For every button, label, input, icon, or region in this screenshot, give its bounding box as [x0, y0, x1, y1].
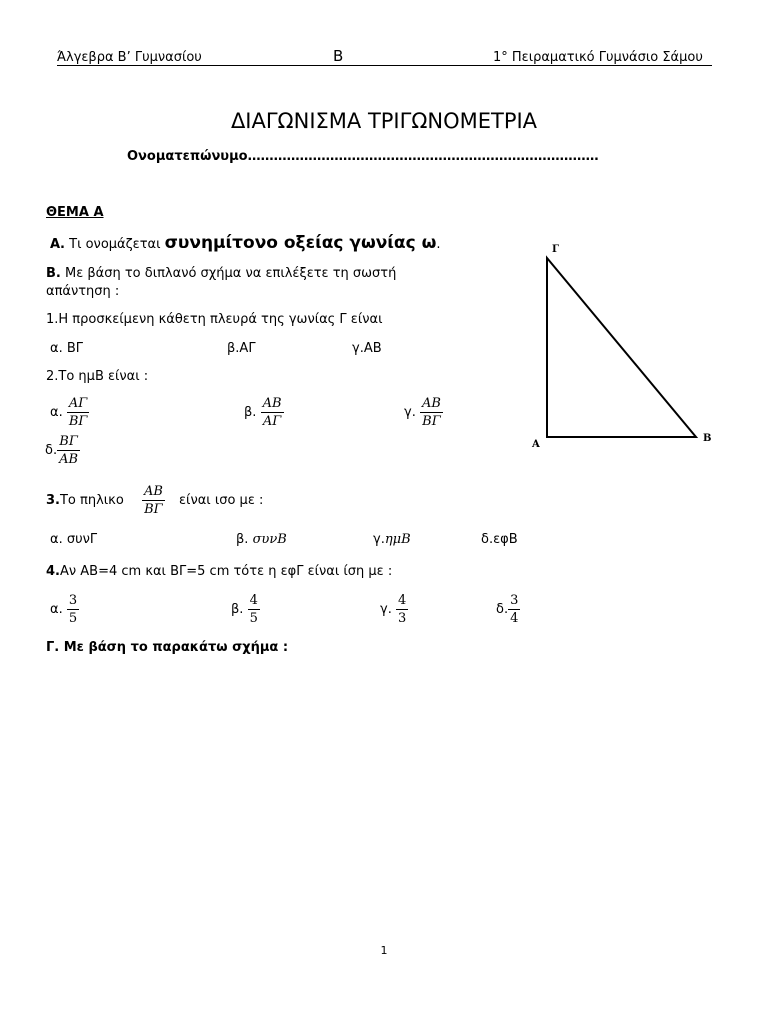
header-school: 1° Πειραματικό Γυμνάσιο Σάμου [493, 50, 703, 65]
q2-option-a-fraction: $\frac{A\Gamma}{B\Gamma}$ [68, 396, 88, 429]
q1-text: 1.Η προσκείμενη κάθετη πλευρά της γωνίας Γ είναι [46, 312, 383, 327]
question-b-text1: Με βάση το διπλανό σχήμα να επιλέξετε τη σωστή [60, 266, 397, 281]
q4-option-d: δ. $\frac{3}{4}$ [496, 593, 519, 626]
vertex-label-beta: Β [703, 433, 712, 444]
q3-option-d: δ.εφΒ [481, 532, 518, 547]
q2-option-b-fraction: $\frac{AB}{A\Gamma}$ [262, 396, 282, 429]
header-grade: Β [333, 47, 344, 65]
question-c: Γ. Με βάση το παρακάτω σχήμα : [46, 640, 289, 655]
question-b-line2: απάντηση : [46, 284, 120, 299]
question-a-label: Α. [50, 237, 65, 252]
q4-option-c: γ. $\frac{4}{3}$ [380, 593, 407, 626]
q3-option-b: β. συνΒ [236, 532, 287, 547]
q1-option-a: α. ΒΓ [50, 341, 83, 356]
q4-text: 4.Αν ΑΒ=4 cm και ΒΓ=5 cm τότε η εφΓ είναι ίση με : [46, 564, 393, 579]
q2-option-c: γ. $\frac{AB}{B\Gamma}$ [404, 396, 441, 429]
q3-text: 3.Το πηλικο $\frac{AB}{B\Gamma}$ είναι ισο με : [46, 484, 264, 517]
q4-option-c-fraction: $\frac{4}{3}$ [397, 593, 407, 626]
q1-option-b: β.ΑΓ [227, 341, 256, 356]
question-b-label: Β. [46, 266, 61, 281]
question-a-end: . [436, 237, 441, 252]
header-subject: Άλγεβρα Β’ Γυμνασίου [57, 50, 202, 65]
q4-option-a-fraction: $\frac{3}{5}$ [68, 593, 78, 626]
q4-option-d-fraction: $\frac{3}{4}$ [510, 593, 519, 626]
header-rule [57, 65, 712, 66]
name-line: Ονοματεπώνυμο……………………………………………………………………… [127, 149, 599, 164]
q4-option-b: β. $\frac{4}{5}$ [231, 593, 258, 626]
page-number: 1 [380, 944, 388, 957]
q4-option-a: α. $\frac{3}{5}$ [50, 593, 78, 626]
q2-option-d-fraction: $\frac{B\Gamma}{AB}$ [59, 434, 79, 467]
q3-option-c: γ.ημΒ [373, 532, 411, 547]
q3-option-a: α. συνΓ [50, 532, 98, 547]
triangle-figure [525, 238, 725, 453]
question-a-text: Τι ονομάζεται [65, 237, 165, 252]
vertex-label-alpha: Α [532, 439, 540, 450]
q1-option-c: γ.ΑΒ [352, 341, 382, 356]
q2-option-a: α. $\frac{A\Gamma}{B\Gamma}$ [50, 396, 88, 429]
page-title: ΔΙΑΓΩΝΙΣΜΑ ΤΡΙΓΩΝΟΜΕΤΡΙΑ [230, 109, 538, 133]
triangle-shape [547, 258, 696, 437]
q2-option-d: δ. $\frac{B\Gamma}{AB}$ [45, 434, 79, 467]
question-a [50, 233, 441, 253]
question-a-emph: συνημίτονο οξείας γωνίας ω [164, 233, 437, 253]
q4-option-b-fraction: $\frac{4}{5}$ [249, 593, 258, 626]
vertex-label-gamma: Γ [552, 244, 560, 255]
q2-option-b: β. $\frac{AB}{A\Gamma}$ [244, 396, 282, 429]
q3-fraction: $\frac{AB}{B\Gamma}$ [143, 484, 163, 517]
section-title: ΘΕΜΑ Α [46, 205, 104, 220]
q2-text: 2.Το ημΒ είναι : [46, 369, 149, 384]
q2-option-c-fraction: $\frac{AB}{B\Gamma}$ [421, 396, 441, 429]
question-b-line1 [46, 266, 396, 281]
